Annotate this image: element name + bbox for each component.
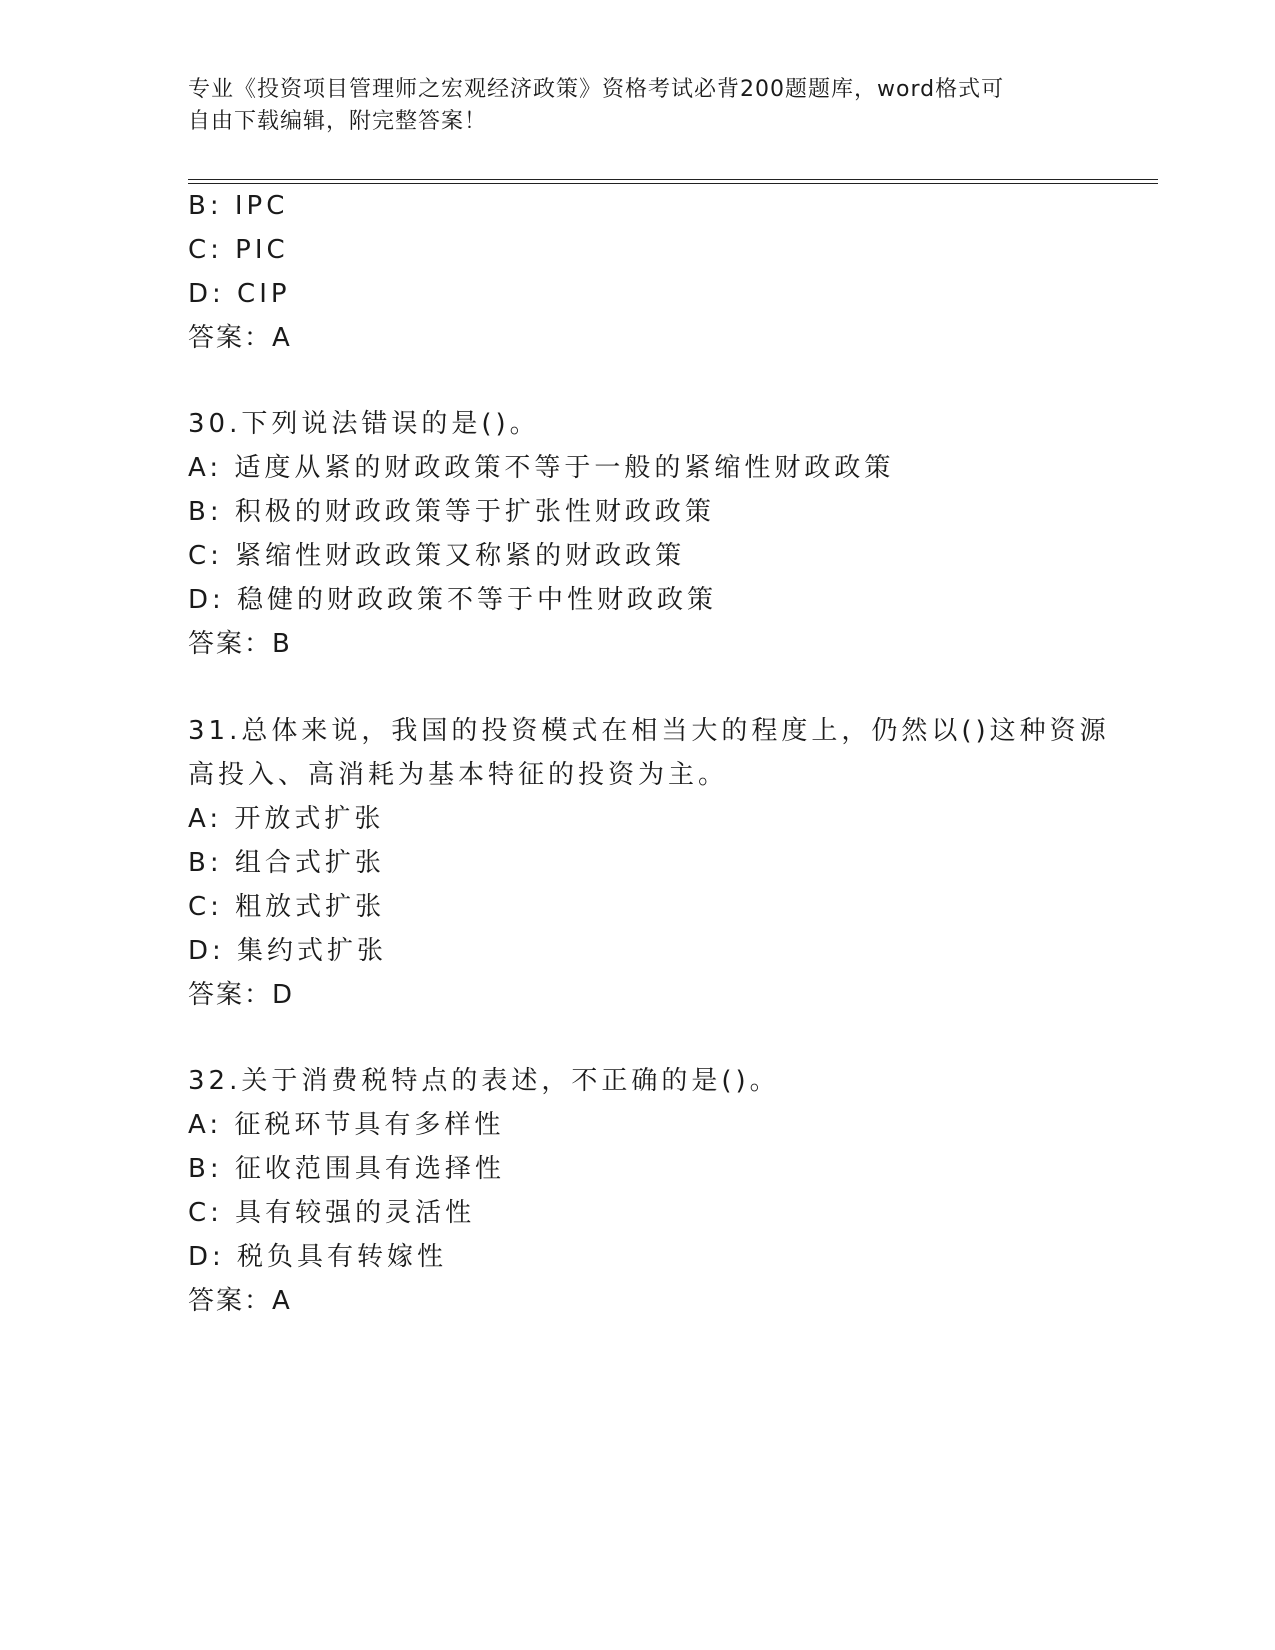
q30-option-c: C: 紧缩性财政政策又称紧的财政政策 (188, 541, 686, 571)
q31-option-d: D: 集约式扩张 (188, 936, 388, 966)
q30-option-d: D: 稳健的财政政策不等于中性财政政策 (188, 585, 718, 615)
q32-stem: 32.关于消费税特点的表述，不正确的是()。 (188, 1066, 780, 1096)
q30-stem: 30.下列说法错误的是()。 (188, 409, 540, 439)
q32-option-c: C: 具有较强的灵活性 (188, 1198, 476, 1228)
q31-stem-line-2: 高投入、高消耗为基本特征的投资为主。 (188, 760, 729, 790)
prev-option-d: D: CIP (188, 279, 291, 309)
header-divider-top (188, 179, 1158, 180)
q30-option-a: A: 适度从紧的财政政策不等于一般的紧缩性财政政策 (188, 453, 895, 483)
q32-answer: 答案：A (188, 1286, 292, 1316)
q31-option-c: C: 粗放式扩张 (188, 892, 386, 922)
q30-option-b: B: 积极的财政政策等于扩张性财政政策 (188, 497, 715, 527)
header-line-1: 专业《投资项目管理师之宏观经济政策》资格考试必背200题题库，word格式可 (188, 77, 1005, 102)
prev-answer: 答案：A (188, 323, 292, 353)
document-header (188, 74, 1088, 138)
q31-answer: 答案：D (188, 980, 295, 1010)
prev-option-c: C: PIC (188, 235, 289, 265)
q32-option-a: A: 征税环节具有多样性 (188, 1110, 505, 1140)
header-line-2: 自由下载编辑，附完整答案！ (188, 109, 488, 134)
header-divider-bottom (188, 183, 1158, 184)
q31-stem-line-1: 31.总体来说，我国的投资模式在相当大的程度上，仍然以()这种资源 (188, 716, 1110, 746)
q30-answer: 答案：B (188, 629, 292, 659)
q31-option-b: B: 组合式扩张 (188, 848, 385, 878)
q32-option-d: D: 税负具有转嫁性 (188, 1242, 448, 1272)
q32-option-b: B: 征收范围具有选择性 (188, 1154, 505, 1184)
prev-option-b: B: IPC (188, 191, 289, 221)
q31-option-a: A: 开放式扩张 (188, 804, 385, 834)
